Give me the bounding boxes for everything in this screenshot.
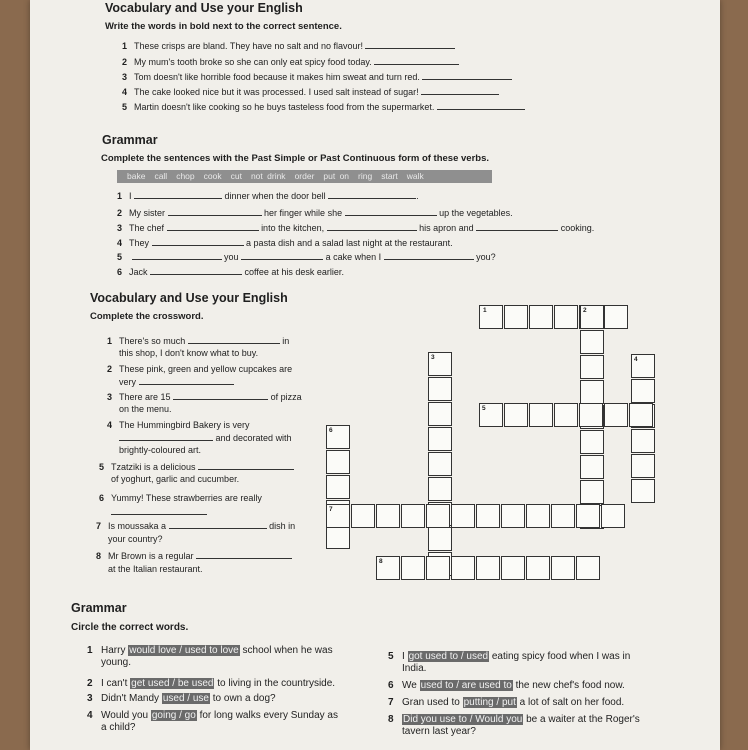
s4-item-7: 7 Gran used to putting / put a lot of salt on her food. [388,697,625,708]
circle-option[interactable]: would love / used to love [129,645,239,656]
s2-item-2: 2 My sister her finger while she up the vegetables. [117,208,513,218]
crossword-cell[interactable] [580,330,604,354]
answer-blank[interactable] [169,519,267,529]
s1-item-2: 2 My mum's tooth broke so she can only eat spicy food today. [122,55,459,67]
answer-blank[interactable] [111,505,207,515]
answer-blank[interactable] [173,390,268,400]
crossword-cell[interactable] [631,429,655,453]
crossword-cell[interactable] [629,403,653,427]
s4-item-2: 2 I can't get used / be used to living in the countryside. [87,678,336,689]
crossword-cell[interactable] [580,430,604,454]
answer-blank[interactable] [421,85,499,95]
circle-option[interactable]: Did you use to / Would you [403,714,523,725]
circle-option[interactable]: used to / are used to [420,680,512,691]
answer-blank[interactable] [241,250,323,260]
answer-blank[interactable] [152,236,244,246]
crossword-cell[interactable] [576,556,600,580]
crossword-cell[interactable] [426,556,450,580]
crossword-cell[interactable] [501,556,525,580]
crossword-cell[interactable] [631,379,655,403]
crossword-number: 5 [482,405,486,412]
answer-blank[interactable] [384,250,474,260]
crossword-cell[interactable] [326,450,350,474]
answer-blank[interactable] [345,206,437,216]
crossword-number: 2 [583,307,587,314]
answer-blank[interactable] [476,221,558,231]
crossword-cell[interactable] [580,480,604,504]
answer-blank[interactable] [365,39,455,49]
crossword-cell[interactable] [529,403,553,427]
answer-blank[interactable] [374,55,459,65]
crossword-number: 8 [379,558,383,565]
answer-blank[interactable] [167,221,259,231]
crossword-cell[interactable] [604,305,628,329]
crossword-cell[interactable] [376,504,400,528]
section2-instruction: Complete the sentences with the Past Simple or Past Continuous form of these verbs. [101,153,489,164]
s1-item-5: 5 Martin doesn't like cooking so he buys tasteless food from the supermarket. [122,100,525,112]
crossword-cell[interactable] [554,305,578,329]
crossword-number: 4 [634,356,638,363]
answer-blank[interactable] [150,265,242,275]
circle-option[interactable]: get used / be used [131,678,214,689]
crossword-number: 6 [329,427,333,434]
section3-instruction: Complete the crossword. [90,311,204,322]
crossword-number: 3 [431,354,435,361]
s4-item-8: 8 Did you use to / Would you be a waiter at the Roger's tavern last year? [388,714,640,737]
crossword-cell[interactable] [504,305,528,329]
answer-blank[interactable] [132,250,222,260]
circle-option[interactable]: got used to / used [408,651,489,662]
clue-2: 2 These pink, green and yellow cupcakes are very [107,364,293,387]
s2-item-1: 1 I dinner when the door bell . [117,191,419,201]
s4-item-1: 1 Harry would love / used to love school when he was young. [87,645,333,668]
crossword-cell[interactable] [529,305,553,329]
s2-item-3: 3 The chef into the kitchen, his apron and cooking. [117,223,595,233]
crossword-cell[interactable] [631,479,655,503]
section2-title: Grammar [102,133,158,147]
section4-title: Grammar [71,601,127,615]
crossword-number: 7 [329,506,333,513]
s1-item-1: 1 These crisps are bland. They have no salt and no flavour! [122,39,455,51]
s4-item-4: 4 Would you going / go for long walks every Sunday as a child? [87,710,338,733]
circle-option[interactable]: used / use [162,693,209,704]
crossword-cell[interactable] [580,455,604,479]
answer-blank[interactable] [188,334,280,344]
answer-blank[interactable] [198,460,294,470]
answer-blank[interactable] [196,549,292,559]
crossword-cell[interactable] [476,556,500,580]
crossword-cell[interactable] [426,504,450,528]
crossword-cell[interactable] [526,556,550,580]
crossword-cell[interactable] [428,477,452,501]
section1-instruction: Write the words in bold next to the correct sentence. [105,21,342,32]
crossword-cell[interactable] [351,504,375,528]
answer-blank[interactable] [422,70,512,80]
crossword-cell[interactable] [401,504,425,528]
crossword-cell[interactable] [326,475,350,499]
crossword-cell[interactable] [604,403,628,427]
crossword-cell[interactable] [554,403,578,427]
crossword-cell[interactable] [501,504,525,528]
clue-5: 5 Tzatziki is a delicious of yoghurt, garlic and cucumber. [99,460,294,485]
crossword-number: 1 [483,307,487,314]
crossword-cell[interactable] [428,452,452,476]
crossword-cell[interactable] [451,556,475,580]
section4-instruction: Circle the correct words. [71,622,189,633]
section3-title: Vocabulary and Use your English [90,291,288,305]
s2-item-6: 6 Jack coffee at his desk earlier. [117,267,344,277]
s2-item-4: 4 They a pasta dish and a salad last night at the restaurant. [117,238,453,248]
crossword-cell[interactable] [504,403,528,427]
crossword-cell[interactable] [580,380,604,404]
clue-7: 7 Is moussaka a dish in your country? [96,521,296,544]
crossword-cell[interactable] [428,402,452,426]
verb-box: bake call chop cook cut not drink order put on ring start walk [117,170,492,183]
s1-item-3: 3 Tom doesn't like horrible food because it makes him sweat and turn red. [122,70,512,82]
crossword-cell[interactable] [551,504,575,528]
crossword-cell[interactable] [631,454,655,478]
answer-blank[interactable] [327,221,417,231]
circle-option[interactable]: going / go [151,710,196,721]
clue-4: 4 The Hummingbird Bakery is very and decorated with brightly-coloured art. [107,420,292,455]
crossword-cell[interactable] [476,504,500,528]
crossword-cell[interactable] [326,525,350,549]
s4-item-5: 5 I got used to / used eating spicy food when I was in India. [388,651,631,674]
s1-item-4: 4 The cake looked nice but it was processed. I used salt instead of sugar! [122,85,499,97]
crossword-cell[interactable] [601,504,625,528]
crossword-cell[interactable] [526,504,550,528]
crossword-cell[interactable] [428,427,452,451]
crossword-cell[interactable] [576,504,600,528]
s2-item-5: 5 you a cake when I you? [117,252,496,262]
clue-8: 8 Mr Brown is a regular at the Italian restaurant. [96,549,292,576]
section1-title: Vocabulary and Use your English [105,1,303,15]
circle-option[interactable]: putting / put [463,697,516,708]
crossword-cell[interactable] [579,403,603,427]
clue-6: 6 Yummy! These strawberries are really [99,491,262,519]
s4-item-6: 6 We used to / are used to the new chef's food now. [388,680,625,691]
clue-3: 3 There are 15 of pizza on the menu. [107,392,302,414]
crossword-cell[interactable] [580,355,604,379]
answer-blank[interactable] [119,431,213,441]
answer-blank[interactable] [139,375,234,385]
crossword-cell[interactable] [551,556,575,580]
answer-blank[interactable] [134,189,222,199]
answer-blank[interactable] [328,189,416,199]
clue-1: 1 There's so much in this shop, I don't know what to buy. [107,336,290,358]
crossword-cell[interactable] [428,377,452,401]
answer-blank[interactable] [437,100,525,110]
crossword-cell[interactable] [428,527,452,551]
crossword-cell[interactable] [451,504,475,528]
crossword-cell[interactable] [401,556,425,580]
answer-blank[interactable] [168,206,262,216]
s4-item-3: 3 Didn't Mandy used / use to own a dog? [87,693,276,704]
